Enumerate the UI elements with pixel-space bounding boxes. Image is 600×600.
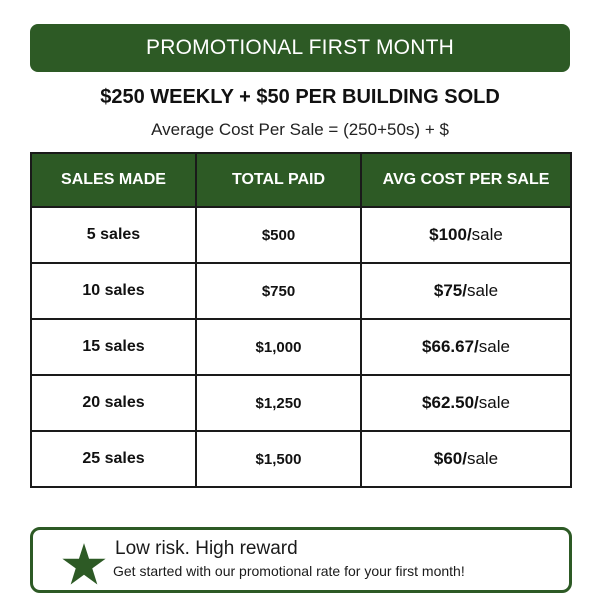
avg-cost-value: $62.50/: [422, 393, 479, 412]
pricing-table: [30, 152, 572, 488]
sales-made-cell: 20 sales: [31, 375, 196, 431]
table-row: [31, 319, 571, 375]
table-header-row: [31, 153, 571, 207]
table-row: [31, 375, 571, 431]
avg-cost-unit: sale: [478, 337, 510, 356]
banner-title: PROMOTIONAL FIRST MONTH: [146, 36, 454, 59]
sales-made-cell: 10 sales: [31, 263, 196, 319]
total-paid-cell: $750: [196, 263, 361, 319]
table-row: [31, 207, 571, 263]
avg-cost-cell: [361, 431, 571, 487]
total-paid-cell: $1,250: [196, 375, 361, 431]
avg-cost-cell: [361, 263, 571, 319]
cta-title: Low risk. High reward: [115, 538, 298, 559]
header-avg-cost: AVG COST PER SALE: [361, 153, 571, 207]
pricing-headline: $250 WEEKLY + $50 PER BUILDING SOLD: [100, 86, 500, 108]
avg-cost-unit: sale: [466, 281, 499, 300]
total-paid-cell: $1,000: [196, 319, 361, 375]
star-icon: [61, 542, 107, 586]
avg-cost-value: $75/: [433, 281, 467, 300]
sales-made-cell: 25 sales: [31, 431, 196, 487]
avg-cost-cell: [361, 319, 571, 375]
avg-cost-value: $60/: [433, 449, 467, 468]
header-sales-made: SALES MADE: [31, 153, 196, 207]
sales-made-cell: 5 sales: [31, 207, 196, 263]
avg-cost-cell: [361, 375, 571, 431]
cost-formula: Average Cost Per Sale = (250+50s) + $: [151, 120, 449, 139]
avg-cost-unit: sale: [478, 393, 510, 412]
table-row: [31, 263, 571, 319]
avg-cost-unit: sale: [471, 225, 503, 244]
header-total-paid: TOTAL PAID: [196, 153, 361, 207]
avg-cost-value: $66.67/: [422, 337, 479, 356]
avg-cost-unit: sale: [466, 449, 499, 468]
avg-cost-cell: [361, 207, 571, 263]
total-paid-cell: $500: [196, 207, 361, 263]
table-row: [31, 431, 571, 487]
total-paid-cell: $1,500: [196, 431, 361, 487]
cta-subtitle: Get started with our promotional rate for your first month!: [113, 563, 465, 579]
sales-made-cell: 15 sales: [31, 319, 196, 375]
cta-box: [30, 527, 572, 593]
promo-banner: [30, 24, 570, 72]
avg-cost-value: $100/: [429, 225, 472, 244]
